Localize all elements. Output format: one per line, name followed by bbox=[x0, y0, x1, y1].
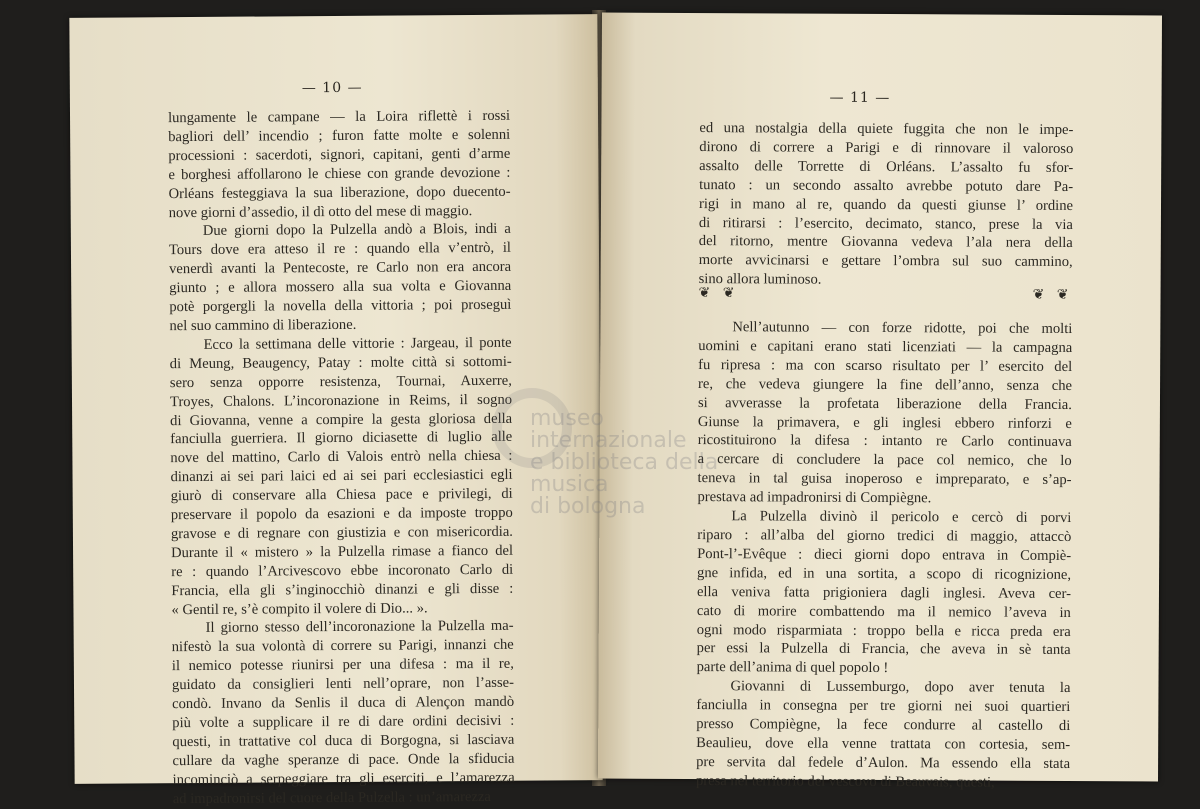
right-page-text-top bbox=[699, 119, 1074, 291]
text-line: potè porgergli la novella della vittoria ; poi proseguì bbox=[169, 296, 512, 316]
left-page bbox=[69, 14, 602, 807]
text-line: per essi la Pulzella di Francia, che aveva in sè tanta bbox=[696, 640, 1071, 659]
text-line: Giovanni di Lussemburgo, dopo aver tenuta la bbox=[730, 678, 1071, 697]
text-line: questi, in trattative col duca di Borgogna, si lasciava bbox=[172, 731, 515, 751]
text-line: sino allora luminoso. bbox=[698, 271, 822, 288]
right-page-text-bottom bbox=[696, 318, 1072, 793]
paragraph bbox=[168, 107, 511, 223]
text-line: preservare il popolo da esazioni e da imposte troppo bbox=[170, 504, 513, 524]
fleuron-ornament-left: ❦ ❦ bbox=[698, 285, 739, 302]
text-line: Francia, ella gli s’inginocchiò dinanzi e gli disse : bbox=[171, 580, 514, 599]
text-line: il nemico potesse riunirsi per una difesa : ma il re, bbox=[171, 656, 514, 675]
text-line: ad impadronirsi del cuore della Pulzella : un’amarezza bbox=[172, 788, 491, 807]
paragraph bbox=[172, 617, 515, 808]
text-line: bagliori dell’ incendio ; furon fatte molte e solenni bbox=[168, 126, 511, 146]
watermark-line: museo internazionale bbox=[530, 406, 687, 453]
text-line: cato di morire combattendo ma il nemico l’aveva in bbox=[696, 602, 1071, 621]
text-line: del ritorno, mentre Giovanna vedeva l’ala nera della bbox=[698, 233, 1073, 252]
text-line: di Meung, Beaugency, Patay : molte città si sottomi- bbox=[169, 353, 512, 372]
text-line: Durante il « mistero » la Pulzella rimase a fianco del bbox=[171, 542, 514, 561]
text-line: a cercare di concludere la pace col nemico, che lo bbox=[697, 451, 1072, 470]
text-line: condò. Invano da Senlis il duca di Alençon mandò bbox=[172, 693, 515, 713]
page-number: — 10 — bbox=[301, 79, 363, 97]
text-line: riparo : all’alba del giorno tredici di maggio, attaccò bbox=[697, 527, 1072, 545]
text-line: Beaulieu, dove ella venne trattata con cortesia, sem- bbox=[696, 734, 1071, 753]
text-line: Orléans festeggiava la sua liberazione, dopo duecento- bbox=[168, 183, 511, 202]
text-line: fanciulla in consegna per tre giorni nei suoi quartieri bbox=[696, 697, 1071, 716]
text-line: presso Compiègne, la fece condurre al castello di bbox=[696, 716, 1071, 735]
text-line: morte avvicinarsi e gettare l’ombra sul suo cammino, bbox=[698, 252, 1073, 271]
watermark-line: e biblioteca della musica bbox=[530, 450, 719, 497]
text-line: venerdì avanti la Pentecoste, re Carlo non era ancora bbox=[169, 259, 512, 278]
watermark-line: di bologna bbox=[530, 494, 646, 519]
text-line: uomini e capitani erano stati licenziati — la campagna bbox=[698, 337, 1073, 356]
ornament-divider bbox=[698, 285, 1072, 307]
text-line: più volte a supplicare il re di dare ordini decisivi : bbox=[172, 712, 515, 732]
text-line: presa nel territorio del vescovo di Beauvais, questi, bbox=[695, 772, 995, 791]
text-line: « Gentil re, s’è compito il volere di Dio... ». bbox=[171, 599, 428, 618]
text-line: pre servita dal fedele d’Aulon. Ma essendo ella stata bbox=[696, 753, 1071, 772]
paragraph bbox=[697, 318, 1072, 509]
text-line: ed una nostalgia della quiete fuggita che non le impe- bbox=[699, 120, 1074, 139]
text-line: Tours dove era atteso il re : quando ella v’entrò, il bbox=[168, 240, 512, 259]
text-line: re : quando l’Arcivescovo ebbe incoronato Carlo di bbox=[171, 561, 514, 580]
paragraph bbox=[170, 334, 514, 620]
text-line: nifestò la sua volontà di correre su Parigi, innanzi che bbox=[171, 637, 514, 656]
text-line: assalto delle Torrette di Orléans. L’assalto fu sfor- bbox=[699, 157, 1074, 176]
text-line: Ecco la settimana delle vittorie : Jargeau, il ponte bbox=[203, 334, 512, 353]
text-line: tunato : un secondo assalto avrebbe potuto dare Pa- bbox=[699, 176, 1074, 195]
paragraph bbox=[696, 677, 1071, 792]
text-line: e borghesi affollarono le chiese con grande devozione : bbox=[168, 164, 511, 183]
text-line: dirono di correre a Parigi e di rinnovare il valoroso bbox=[699, 138, 1074, 157]
text-line: nove del mattino, Carlo di Valois entrò nella chiesa : bbox=[170, 448, 513, 467]
text-line: si avverasse la profetata liberazione della Francia. bbox=[697, 394, 1073, 413]
text-line: rigi in mano al re, quando da questi giunse l’ ordine bbox=[698, 195, 1074, 214]
text-line: sero senza opporre resistenza, Tournai, Auxerre, bbox=[169, 372, 512, 391]
paragraph bbox=[169, 220, 512, 336]
text-line: fanciulla guerriera. Il giorno diciasette di luglio alle bbox=[170, 429, 513, 448]
right-page bbox=[598, 13, 1162, 791]
text-line: Due giorni dopo la Pulzella andò a Blois, indi a bbox=[202, 221, 511, 240]
text-line: giunto ; e allora mossero alla sua volta e Giovanna bbox=[169, 277, 512, 297]
text-line: processioni : sacerdoti, signori, capitani, genti d’arme bbox=[168, 145, 511, 164]
text-line: incominciò a serpeggiare tra gli eserciti, e l’amarezza bbox=[172, 769, 515, 788]
paragraph bbox=[697, 507, 1072, 679]
text-line: cullare da vaghe speranze di pace. Onde la sfiducia bbox=[172, 750, 515, 769]
text-line: re, che vedeva giungere la fine dell’anno, senza che bbox=[698, 375, 1073, 394]
text-line: ricostituirono la difesa : intanto re Carlo continuava bbox=[697, 432, 1072, 451]
text-line: prestava ad impadronirsi di Compiègne. bbox=[697, 489, 932, 507]
text-line: Il giorno stesso dell’incoronazione la Pulzella ma- bbox=[205, 618, 514, 637]
text-line: giurò di conservare alla Chiesa pace e privilegi, di bbox=[170, 485, 513, 505]
text-line: Nell’autunno — con forze ridotte, poi che molti bbox=[732, 319, 1073, 338]
left-page-text bbox=[168, 107, 515, 809]
fleuron-ornament-right: ❦ ❦ bbox=[1032, 286, 1073, 304]
text-line: dinanzi ai sei pari laici ed ai sei pari ecclesiastici egli bbox=[170, 466, 513, 486]
text-line: nel suo cammino di liberazione. bbox=[169, 316, 357, 335]
text-line: guidato da consiglieri lenti nell’oprare, non l’asse- bbox=[171, 674, 515, 694]
text-line: La Pulzella divinò il pericolo e cercò di porvi bbox=[731, 508, 1072, 527]
page-number: — 11 — bbox=[829, 89, 891, 107]
text-line: parte dell’anima di quel popolo ! bbox=[696, 659, 889, 677]
paragraph bbox=[699, 119, 1074, 291]
text-line: ella veniva fatta prigioniera dagli inglesi. Aveva cer- bbox=[696, 583, 1072, 602]
text-line: Troyes, Chalons. L’incoronazione in Reims, il sogno bbox=[169, 391, 513, 410]
text-line: fu ripresa : ma con scarso risultato per l’ esercito del bbox=[698, 356, 1073, 375]
text-line: ogni modo risparmiata : troppo bella e ricca preda era bbox=[696, 621, 1071, 640]
text-line: Giunse la primavera, e gli inglesi ebbero rinforzi e bbox=[697, 413, 1072, 432]
text-line: gne infida, ed in una sortita, a scopo di ricognizione, bbox=[697, 564, 1072, 583]
text-line: nove giorni d’assedio, il dì otto del mese di maggio. bbox=[168, 202, 473, 221]
text-line: di Giovanna, venne a compire la gesta gloriosa della bbox=[170, 410, 513, 429]
text-line: Pont-l’-Evêque : dieci giorni dopo entrava in Compiè- bbox=[697, 545, 1072, 564]
text-line: teneva in tal guisa inoperoso e impreparato, e s’ap- bbox=[697, 470, 1072, 489]
text-line: lungamente le campane — la Loira riflettè i rossi bbox=[167, 107, 511, 127]
text-line: di ritirarsi : l’esercito, decimato, stanco, prese la via bbox=[698, 214, 1073, 233]
text-line: gravose e di regnare con giustizia e con misericordia. bbox=[170, 523, 513, 543]
